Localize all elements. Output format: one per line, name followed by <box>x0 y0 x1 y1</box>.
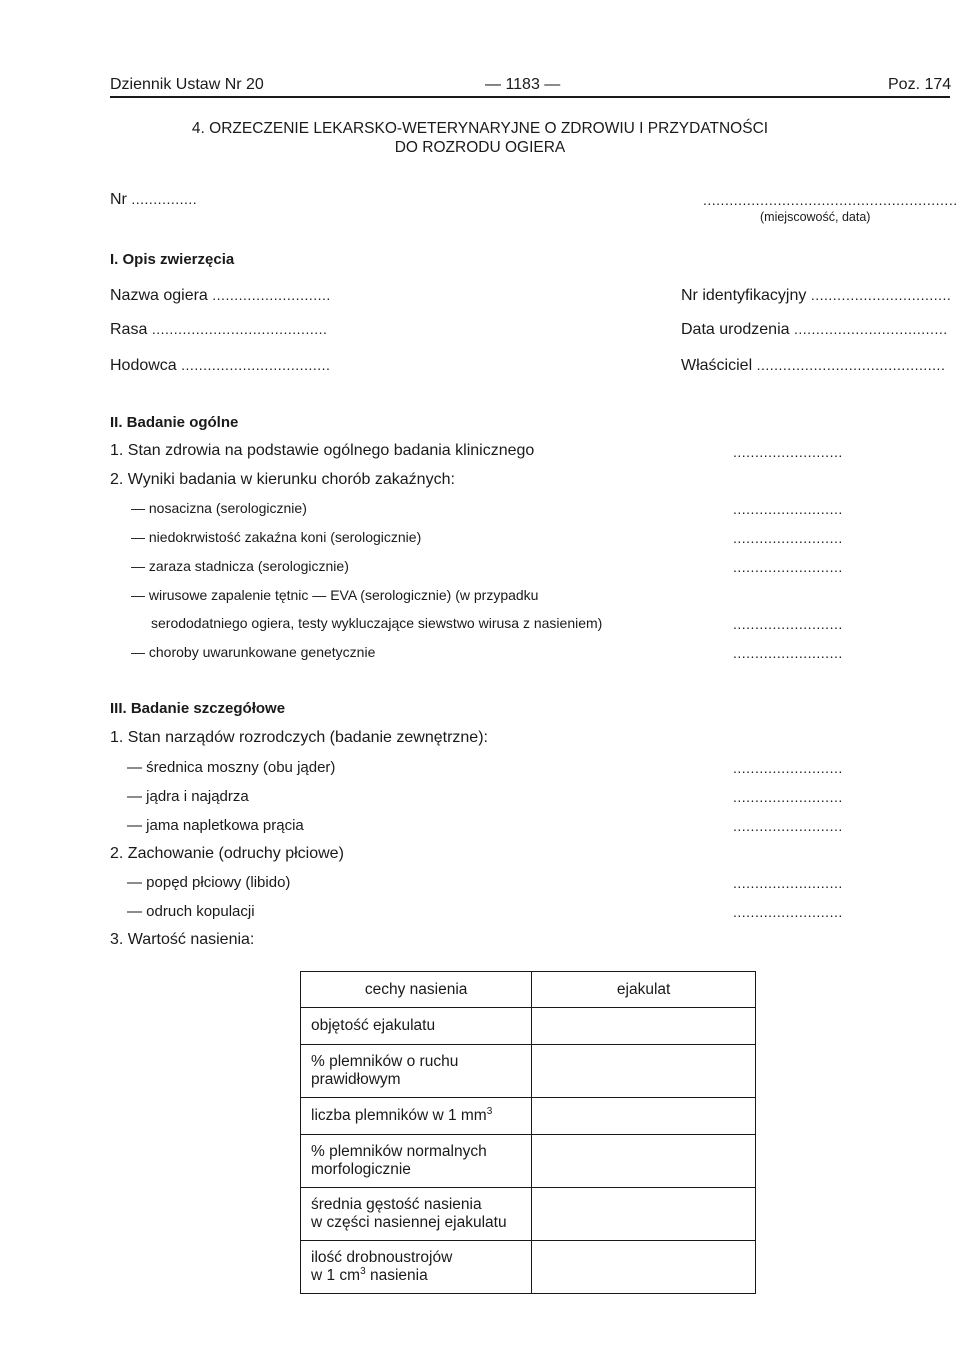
row-label-text: w części nasiennej ejakulatu <box>311 1214 507 1231</box>
field-dots: ........................................... <box>756 357 946 373</box>
table-row <box>301 1135 756 1188</box>
nr-dots: ............... <box>131 191 198 207</box>
semen-table <box>300 971 756 1294</box>
row-label <box>301 1098 532 1135</box>
ejaculate-cell[interactable] <box>532 1135 756 1188</box>
row-label-text: średnia gęstość nasienia <box>311 1196 482 1213</box>
row-label-text: % plemników normalnych <box>311 1143 487 1160</box>
row-label-text: ilość drobnoustrojów <box>311 1249 453 1266</box>
superscript: 3 <box>486 1106 493 1117</box>
field-label: Rasa <box>110 321 148 338</box>
field-label: Data urodzenia <box>681 321 790 338</box>
dourine-dots[interactable]: ......................... <box>733 559 843 575</box>
reproductive-organs-label: 1. Stan narządów rozrodczych (badanie zewnętrzne): <box>110 729 488 746</box>
eia-label: — niedokrwistość zakaźna koni (serologicznie) <box>131 529 422 545</box>
ejaculate-cell[interactable] <box>532 1008 756 1045</box>
section-2-heading: II. Badanie ogólne <box>110 414 239 431</box>
column-header-ejaculate: ejakulat <box>532 972 756 1008</box>
page-number: — 1183 — <box>485 76 561 93</box>
stallion-name-field[interactable] <box>110 287 331 305</box>
section-1-heading: I. Opis zwierzęcia <box>110 251 235 268</box>
row-label <box>301 1045 532 1098</box>
testes-dots[interactable]: ......................... <box>733 789 843 805</box>
table-row <box>301 1188 756 1241</box>
field-dots: ........................... <box>212 287 331 303</box>
table-header-row <box>301 972 756 1008</box>
breeder-field[interactable] <box>110 357 330 375</box>
sexual-behaviour-label: 2. Zachowanie (odruchy płciowe) <box>110 845 344 862</box>
libido-label: — popęd płciowy (libido) <box>127 874 291 891</box>
field-dots: ................................ <box>810 287 952 303</box>
row-label-text: liczba plemników w 1 mm <box>311 1107 487 1124</box>
glanders-dots[interactable]: ......................... <box>733 501 843 517</box>
row-label-text: w 1 cm <box>311 1267 361 1284</box>
field-dots: .................................. <box>181 357 331 373</box>
document-title-line2: DO ROZRODU OGIERA <box>394 139 566 156</box>
section-3-heading: III. Badanie szczegółowe <box>110 700 286 717</box>
journal-name: Dziennik Ustaw Nr 20 <box>110 76 264 93</box>
row-label <box>301 1188 532 1241</box>
eva-dots[interactable]: ......................... <box>733 616 843 632</box>
eva-label-cont: serododatniego ogiera, testy wykluczające siewstwo wirusa z nasieniem) <box>151 615 603 631</box>
glanders-label: — nosacizna (serologicznie) <box>131 500 307 516</box>
nr-label: Nr <box>110 191 127 208</box>
table-row <box>301 1045 756 1098</box>
ejaculate-cell[interactable] <box>532 1188 756 1241</box>
eva-label: — wirusowe zapalenie tętnic — EVA (serologicznie) (w przypadku <box>131 587 539 603</box>
document-title-line1: 4. ORZECZENIE LEKARSKO-WETERYNARYJNE O ZDROWIU I PRZYDATNOŚCI <box>191 120 769 137</box>
testes-label: — jądra i najądrza <box>127 788 249 805</box>
genetic-diseases-label: — choroby uwarunkowane genetycznie <box>131 644 376 660</box>
nr-field[interactable] <box>110 191 197 209</box>
ejaculate-cell[interactable] <box>532 1045 756 1098</box>
row-label <box>301 1135 532 1188</box>
prepuce-dots[interactable]: ......................... <box>733 818 843 834</box>
place-date-caption: (miejscowość, data) <box>760 210 871 224</box>
prepuce-label: — jama napletkowa prącia <box>127 817 304 834</box>
row-label-text: objętość ejakulatu <box>311 1017 436 1034</box>
row-label <box>301 1241 532 1294</box>
ejaculate-cell[interactable] <box>532 1241 756 1294</box>
general-health-label: 1. Stan zdrowia na podstawie ogólnego badania klinicznego <box>110 442 535 459</box>
place-date-field[interactable]: .......................................................... <box>703 192 958 208</box>
breed-field[interactable] <box>110 321 327 339</box>
field-dots: ........................................ <box>151 321 328 337</box>
owner-field[interactable] <box>681 357 945 375</box>
semen-value-label: 3. Wartość nasienia: <box>110 931 255 948</box>
infectious-results-label: 2. Wyniki badania w kierunku chorób zakaźnych: <box>110 471 455 488</box>
row-label-text: prawidłowym <box>311 1071 401 1088</box>
scrotum-width-dots[interactable]: ......................... <box>733 760 843 776</box>
table-row <box>301 1241 756 1294</box>
field-label: Hodowca <box>110 357 177 374</box>
table-row <box>301 1098 756 1135</box>
birth-date-field[interactable] <box>681 321 948 339</box>
superscript: 3 <box>360 1266 366 1277</box>
field-dots: ................................... <box>793 321 948 337</box>
general-health-dots[interactable]: ......................... <box>733 444 843 460</box>
copulation-dots[interactable]: ......................... <box>733 904 843 920</box>
dourine-label: — zaraza stadnicza (serologicznie) <box>131 558 349 574</box>
field-label: Nazwa ogiera <box>110 287 208 304</box>
table-row <box>301 1008 756 1045</box>
id-number-field[interactable] <box>681 287 951 305</box>
ejaculate-cell[interactable] <box>532 1098 756 1135</box>
field-label: Nr identyfikacyjny <box>681 287 807 304</box>
genetic-diseases-dots[interactable]: ......................... <box>733 645 843 661</box>
copulation-label: — odruch kopulacji <box>127 903 255 920</box>
row-label-text: morfologicznie <box>311 1161 411 1178</box>
row-label-text: % plemników o ruchu <box>311 1053 459 1070</box>
libido-dots[interactable]: ......................... <box>733 875 843 891</box>
scrotum-width-label: — średnica moszny (obu jąder) <box>127 759 336 776</box>
row-label <box>301 1008 532 1045</box>
field-label: Właściciel <box>681 357 753 374</box>
row-label-text: nasienia <box>365 1267 428 1284</box>
position-number: Poz. 174 <box>888 76 952 93</box>
column-header-features: cechy nasienia <box>301 972 532 1008</box>
eia-dots[interactable]: ......................... <box>733 530 843 546</box>
header-rule <box>110 96 950 98</box>
